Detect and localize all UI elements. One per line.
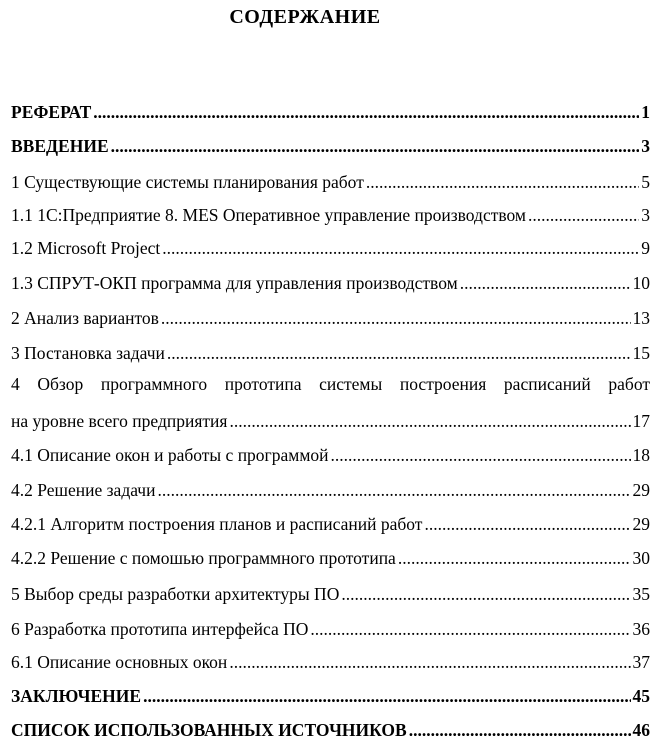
toc-entry-section-3 bbox=[11, 338, 650, 364]
toc-page-number: 36 bbox=[632, 619, 650, 639]
toc-label: 1.1 1С:Предприятие 8. MES Оперативное управление производством bbox=[11, 205, 527, 225]
toc-leader bbox=[161, 307, 631, 329]
toc-entry-referat bbox=[11, 97, 650, 123]
toc-page-number: 1 bbox=[641, 102, 650, 122]
toc-entry-section-1 bbox=[11, 167, 650, 193]
toc-entry-section-4 bbox=[11, 366, 650, 402]
toc-label: ВВЕДЕНИЕ bbox=[11, 136, 109, 156]
toc-leader bbox=[366, 171, 639, 193]
toc-label: 2 Анализ вариантов bbox=[11, 308, 159, 328]
toc-page-number: 5 bbox=[641, 172, 650, 192]
toc-label: 6.1 Описание основных окон bbox=[11, 652, 228, 672]
toc-entry-section-5 bbox=[11, 579, 650, 605]
toc-entry-section-6-1 bbox=[11, 647, 650, 673]
toc-leader bbox=[111, 135, 640, 157]
toc-entry-section-2 bbox=[11, 303, 650, 329]
toc-label-line-2: на уровне всего предприятия bbox=[11, 411, 228, 431]
toc-page-number: 17 bbox=[632, 411, 650, 431]
toc-label: РЕФЕРАТ bbox=[11, 102, 92, 122]
toc-page-number: 45 bbox=[632, 686, 650, 706]
toc-leader bbox=[167, 342, 631, 364]
toc-entry-section-4-2-1 bbox=[11, 509, 650, 535]
toc-label: СПИСОК ИСПОЛЬЗОВАННЫХ ИСТОЧНИКОВ bbox=[11, 720, 407, 740]
toc-leader bbox=[398, 547, 631, 569]
toc-page-number: 29 bbox=[632, 480, 650, 500]
toc-entry-section-6 bbox=[11, 614, 650, 640]
toc-page-number: 35 bbox=[632, 584, 650, 604]
toc-leader bbox=[331, 444, 631, 466]
toc-page-number: 46 bbox=[632, 720, 650, 740]
toc-page-number: 15 bbox=[632, 343, 650, 363]
toc-entry-section-4-2-2 bbox=[11, 543, 650, 569]
toc-page-number: 10 bbox=[632, 273, 650, 293]
toc-page-number: 29 bbox=[632, 514, 650, 534]
toc-page-number: 3 bbox=[641, 136, 650, 156]
toc-page-number: 30 bbox=[632, 548, 650, 568]
toc-leader bbox=[310, 618, 630, 640]
toc-entry-section-4-1 bbox=[11, 440, 650, 466]
toc-entry-references bbox=[11, 715, 650, 741]
toc-leader bbox=[157, 479, 630, 501]
toc-leader bbox=[424, 513, 630, 535]
page-title: СОДЕРЖАНИЕ bbox=[229, 6, 381, 28]
toc-leader bbox=[460, 272, 631, 294]
toc-label: 4.1 Описание окон и работы с программой bbox=[11, 445, 329, 465]
toc-page-number: 18 bbox=[632, 445, 650, 465]
toc-entry-section-1-3 bbox=[11, 268, 650, 294]
toc-leader bbox=[229, 410, 630, 432]
toc-label: 3 Постановка задачи bbox=[11, 343, 165, 363]
toc-leader bbox=[162, 237, 639, 259]
toc-leader bbox=[409, 719, 631, 741]
toc-entry-section-1-1 bbox=[11, 200, 650, 226]
toc-entry-introduction bbox=[11, 131, 650, 157]
toc-page-number: 13 bbox=[632, 308, 650, 328]
toc-label: 6 Разработка прототипа интерфейса ПО bbox=[11, 619, 309, 639]
toc-entry-section-1-2 bbox=[11, 233, 650, 259]
toc-leader bbox=[93, 101, 639, 123]
toc-entry-section-4-2 bbox=[11, 475, 650, 501]
toc-label: ЗАКЛЮЧЕНИЕ bbox=[11, 686, 142, 706]
toc-entry-section-4-continuation bbox=[11, 406, 650, 432]
toc-label-line-1: 4 Обзор программного прототипа системы построения расписаний работ bbox=[11, 374, 650, 394]
toc-leader bbox=[143, 685, 630, 707]
toc-label: 1 Существующие системы планирования работ bbox=[11, 172, 364, 192]
toc-page-number: 3 bbox=[641, 205, 650, 225]
toc-label: 4.2 Решение задачи bbox=[11, 480, 156, 500]
toc-leader bbox=[528, 204, 639, 226]
toc-label: 4.2.1 Алгоритм построения планов и расписаний работ bbox=[11, 514, 423, 534]
toc-page-number: 37 bbox=[632, 652, 650, 672]
toc-label: 1.2 Microsoft Project bbox=[11, 238, 161, 258]
toc-label: 1.3 СПРУТ-ОКП программа для управления производством bbox=[11, 273, 458, 293]
toc-leader bbox=[229, 651, 630, 673]
toc-entry-conclusion bbox=[11, 681, 650, 707]
toc-leader bbox=[341, 583, 630, 605]
toc-label: 5 Выбор среды разработки архитектуры ПО bbox=[11, 584, 340, 604]
toc-label: 4.2.2 Решение с помошью программного прототипа bbox=[11, 548, 396, 568]
toc-page-number: 9 bbox=[641, 238, 650, 258]
